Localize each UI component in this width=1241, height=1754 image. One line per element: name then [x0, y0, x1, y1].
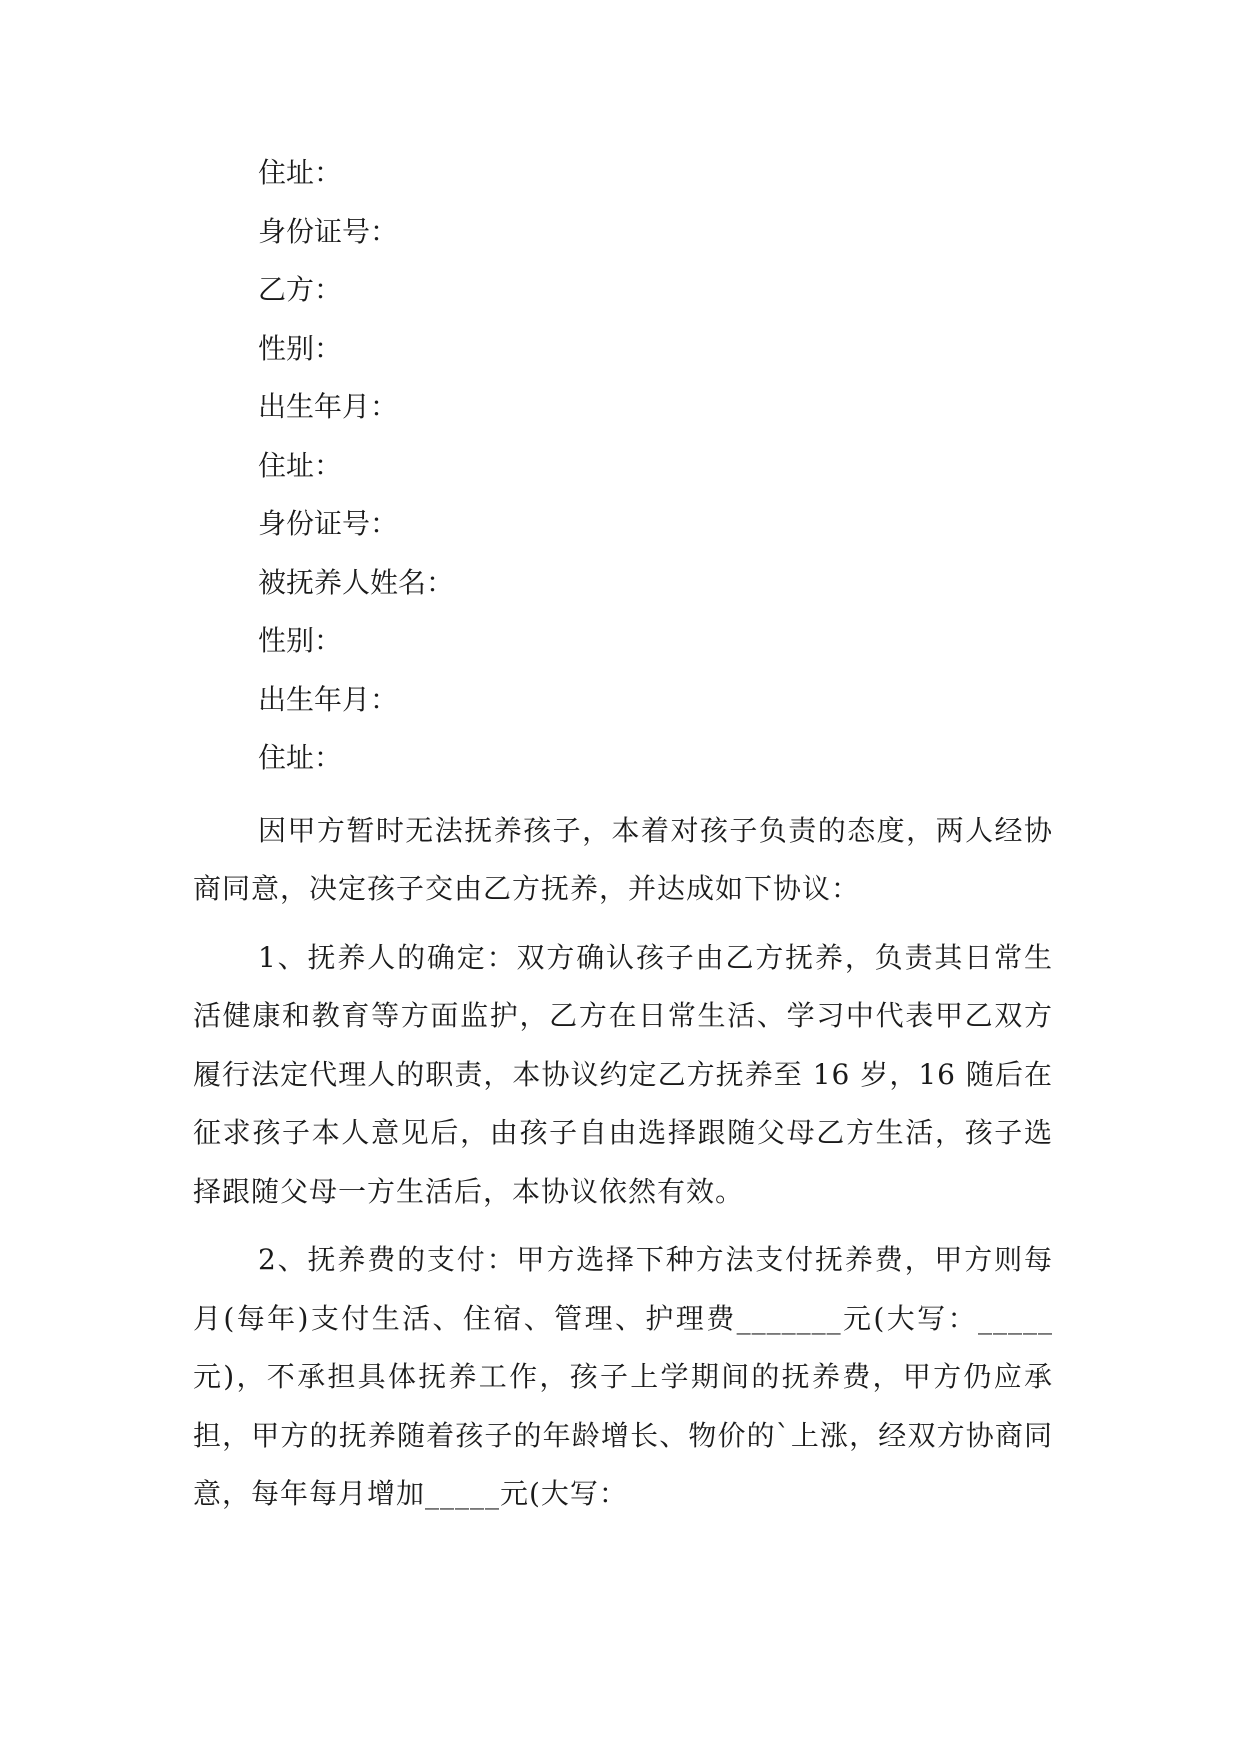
party-a-address-label: 住址：: [258, 156, 343, 189]
document-body: [193, 158, 1053, 1524]
clause-1-custodian: 1、抚养人的确定：双方确认孩子由乙方抚养，负责其日常生活健康和教育等方面监护，乙方在日常生活、学习中代表甲乙双方履行法定代理人的职责，本协议约定乙方抚养至 16 岁，16 随后在征求孩子本人意见后，由孩子自由选择跟随父母乙方生活，孩子选择跟随父母一方生活后，本协议依然有效。: [193, 940, 1053, 1208]
dependent-address-label: 住址：: [258, 741, 343, 774]
party-b-address-label: 住址：: [258, 448, 343, 482]
dependent-name-label: 被抚养人姓名：: [258, 565, 455, 599]
party-b-birth-date-label: 出生年月：: [258, 390, 399, 423]
dependent-birth-date-label: 出生年月：: [258, 682, 399, 716]
agreement-preamble: 因甲方暂时无法抚养孩子，本着对孩子负责的态度，两人经协商同意，决定孩子交由乙方抚养，并达成如下协议：: [193, 813, 1053, 905]
party-a-id-number-label: 身份证号：: [258, 214, 399, 248]
dependent-gender-label: 性别：: [258, 624, 343, 657]
party-b-label: 乙方：: [258, 273, 343, 306]
party-b-id-number-label: 身份证号：: [258, 507, 399, 540]
clause-2-support-payment: 2、抚养费的支付：甲方选择下种方法支付抚养费，甲方则每月(每年)支付生活、住宿、管理、护理费_______元(大写：_____元)，不承担具体抚养工作，孩子上学期间的抚养费，甲方仍应承担，甲方的抚养随着孩子的年龄增长、物价的`上涨，经双方协商同意，每年每月增加_____元(大写：: [193, 1243, 1053, 1510]
party-b-gender-label: 性别：: [258, 331, 343, 365]
